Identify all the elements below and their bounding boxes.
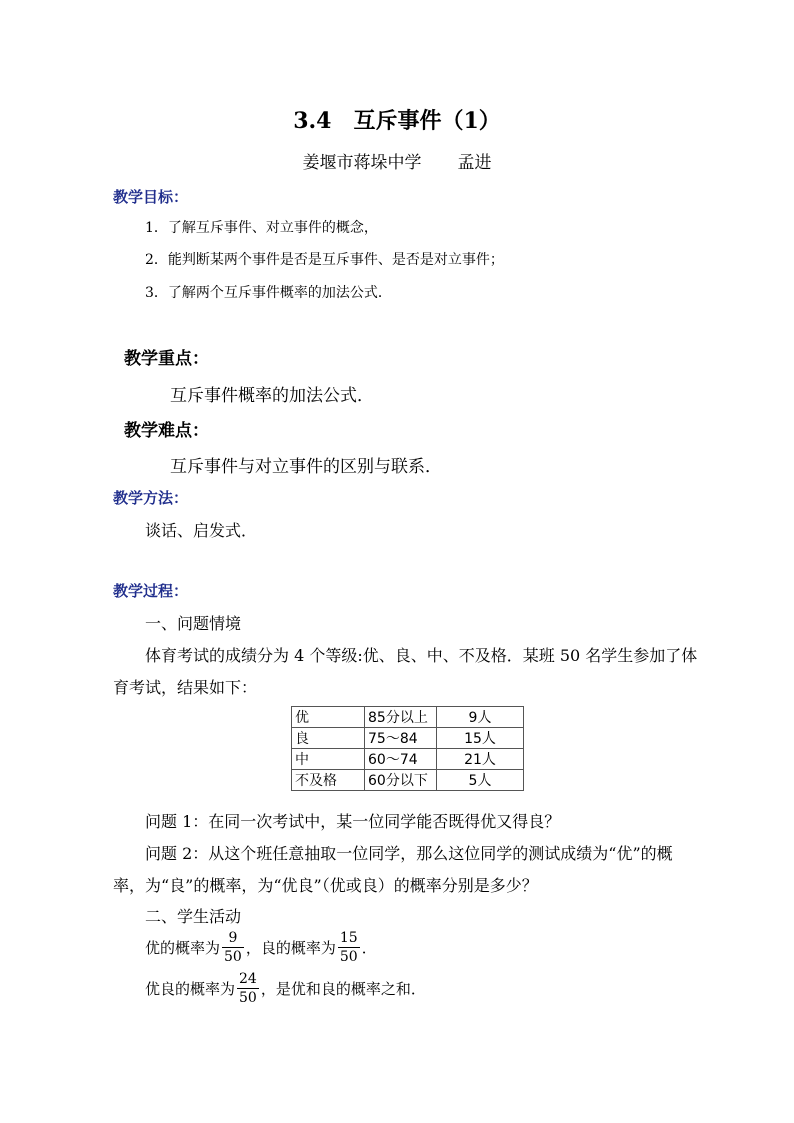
- activity-1-post: ．: [361, 939, 377, 957]
- fraction-excellent-or-good: $\frac{24}{50}$: [239, 971, 257, 1006]
- table-cell: 60～74: [365, 749, 437, 770]
- method-heading: 教学方法：: [113, 489, 189, 507]
- table-row: [292, 749, 524, 770]
- fraction-excellent: $\frac{9}{50}$: [224, 930, 242, 965]
- activity-2-post: ，是优和良的概率之和．: [260, 980, 426, 998]
- objective-item-1: 1．了解互斥事件、对立事件的概念，: [145, 220, 378, 236]
- table-cell: 15人: [437, 728, 524, 749]
- table-cell: 优: [292, 707, 365, 728]
- table-cell: 5人: [437, 770, 524, 791]
- table-cell: 75～84: [365, 728, 437, 749]
- table-cell: 中: [292, 749, 365, 770]
- key-point-heading: 教学重点：: [124, 349, 209, 369]
- method-text: 谈话、启发式．: [145, 521, 258, 540]
- table-cell: 21人: [437, 749, 524, 770]
- score-table: [291, 706, 524, 791]
- activity-line-1: [145, 929, 377, 966]
- table-cell: 良: [292, 728, 365, 749]
- objective-item-3: 3．了解两个互斥事件概率的加法公式．: [145, 285, 392, 301]
- key-point-text: 互斥事件概率的加法公式．: [170, 386, 374, 406]
- activity-2-pre: 优良的概率为: [145, 980, 236, 998]
- activity-1-mid: ，良的概率为: [245, 939, 336, 957]
- difficulty-text: 互斥事件与对立事件的区别与联系．: [170, 457, 442, 477]
- table-cell: 85分以上: [365, 707, 437, 728]
- intro-line-1: 体育考试的成绩分为 4 个等级:优、良、中、不及格．某班 50 名学生参加了体: [145, 646, 698, 665]
- author-school: 姜堰市蒋垛中学: [302, 153, 422, 173]
- table-cell: 9人: [437, 707, 524, 728]
- author-line: [0, 148, 794, 173]
- intro-line-2: 育考试，结果如下：: [113, 678, 258, 697]
- objectives-heading: 教学目标：: [113, 188, 189, 206]
- process-heading: 教学过程：: [113, 582, 189, 600]
- objective-item-2: 2．能判断某两个事件是否是互斥事件、是否是对立事件；: [145, 252, 504, 268]
- fraction-good: $\frac{15}{50}$: [339, 930, 358, 965]
- difficulty-heading: 教学难点：: [124, 421, 209, 441]
- table-cell: 不及格: [292, 770, 365, 791]
- table-row: [292, 707, 524, 728]
- table-cell: 60分以下: [365, 770, 437, 791]
- section-2-heading: 二、学生活动: [145, 907, 242, 926]
- table-row: [292, 728, 524, 749]
- page-title: 3.4 互斥事件（1）: [293, 108, 501, 134]
- activity-line-2: [145, 970, 426, 1007]
- question-2-line-2: 率，为“良”的概率，为“优良”（优或良）的概率分别是多少？: [113, 876, 538, 895]
- question-2-line-1: 问题 2：从这个班任意抽取一位同学，那么这位同学的测试成绩为“优”的概: [145, 844, 673, 863]
- author-name: 孟进: [457, 153, 492, 173]
- section-1-heading: 一、问题情境: [145, 614, 242, 633]
- activity-1-pre: 优的概率为: [145, 939, 221, 957]
- question-1: 问题 1：在同一次考试中，某一位同学能否既得优又得良？: [145, 812, 561, 831]
- table-row: [292, 770, 524, 791]
